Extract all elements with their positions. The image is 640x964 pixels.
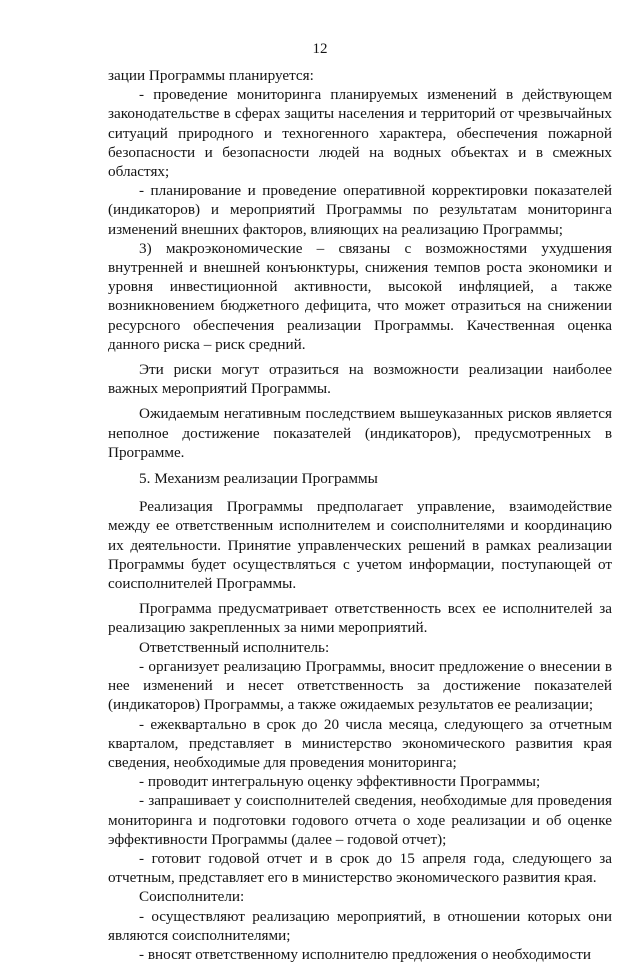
paragraph: 3) макроэкономические – связаны с возможностями ухудшения внутренней и внешней конъюнктуры, снижения темпов роста экономики и уровня инвестиционной активности, высокой инфляцией, а также возникновением бюджетного дефицита, что может отразиться на снижении ресурсного обеспечения реализации Программы. Качественная оценка данного риска – риск средний.	[108, 239, 612, 353]
paragraph: Эти риски могут отразиться на возможности реализации наиболее важных мероприятий Программы.	[108, 361, 612, 398]
document-body	[108, 66, 612, 964]
list-item: - осуществляют реализацию мероприятий, в отношении которых они являются соисполнителями;	[108, 907, 612, 944]
paragraph: Ответственный исполнитель:	[139, 638, 330, 656]
list-item: - проводит интегральную оценку эффективности Программы;	[139, 773, 541, 791]
list-item: - запрашивает у соисполнителей сведения, необходимые для проведения мониторинга и подготовки годового отчета о ходе реализации и об оценке эффективности Программы (далее – годовой отчет);	[108, 792, 612, 848]
list-item: - ежеквартально в срок до 20 числа месяца, следующего за отчетным кварталом, представляет в министерство экономического развития края сведения, необходимые для проведения мониторинга;	[108, 715, 612, 771]
paragraph: Ожидаемым негативным последствием вышеуказанных рисков является неполное достижение показателей (индикаторов), предусмотренных в Программе.	[108, 405, 612, 461]
paragraph: Соисполнители:	[139, 888, 245, 906]
list-item: - вносят ответственному исполнителю предложения о необходимости	[139, 945, 592, 963]
paragraph: Реализация Программы предполагает управление, взаимодействие между ее ответственным исполнителем и соисполнителями и координацию их деятельности. Принятие управленческих решений в рамках реализации Программы будет осуществляться с учетом информации, поступающей от соисполнителей Программы.	[108, 498, 612, 593]
paragraph: зации Программы планируется:	[108, 67, 314, 84]
paragraph: Программа предусматривает ответственность всех ее исполнителей за реализацию закрепленных за ними мероприятий.	[108, 600, 612, 637]
section-heading: 5. Механизм реализации Программы	[139, 470, 378, 488]
list-item: - организует реализацию Программы, вносит предложение о внесении в нее изменений и несет ответственность за достижение показателей (индикаторов) Программы, а также ожидаемых результатов ее реализации;	[108, 657, 612, 714]
list-item: - готовит годовой отчет и в срок до 15 апреля года, следующего за отчетным, представляет его в министерство экономического развития края.	[108, 849, 612, 887]
paragraph: - планирование и проведение оперативной корректировки показателей (индикаторов) и мероприятий Программы по результатам мониторинга изменений внешних факторов, влияющих на реализацию Программы;	[108, 182, 612, 238]
page-number: 12	[312, 41, 328, 57]
paragraph: - проведение мониторинга планируемых изменений в действующем законодательстве в сферах защиты населения и территорий от чрезвычайных ситуаций природного и техногенного характера, обеспечения пожарной безопасности и безопасности людей на водных объектах и в смежных областях;	[108, 86, 612, 181]
